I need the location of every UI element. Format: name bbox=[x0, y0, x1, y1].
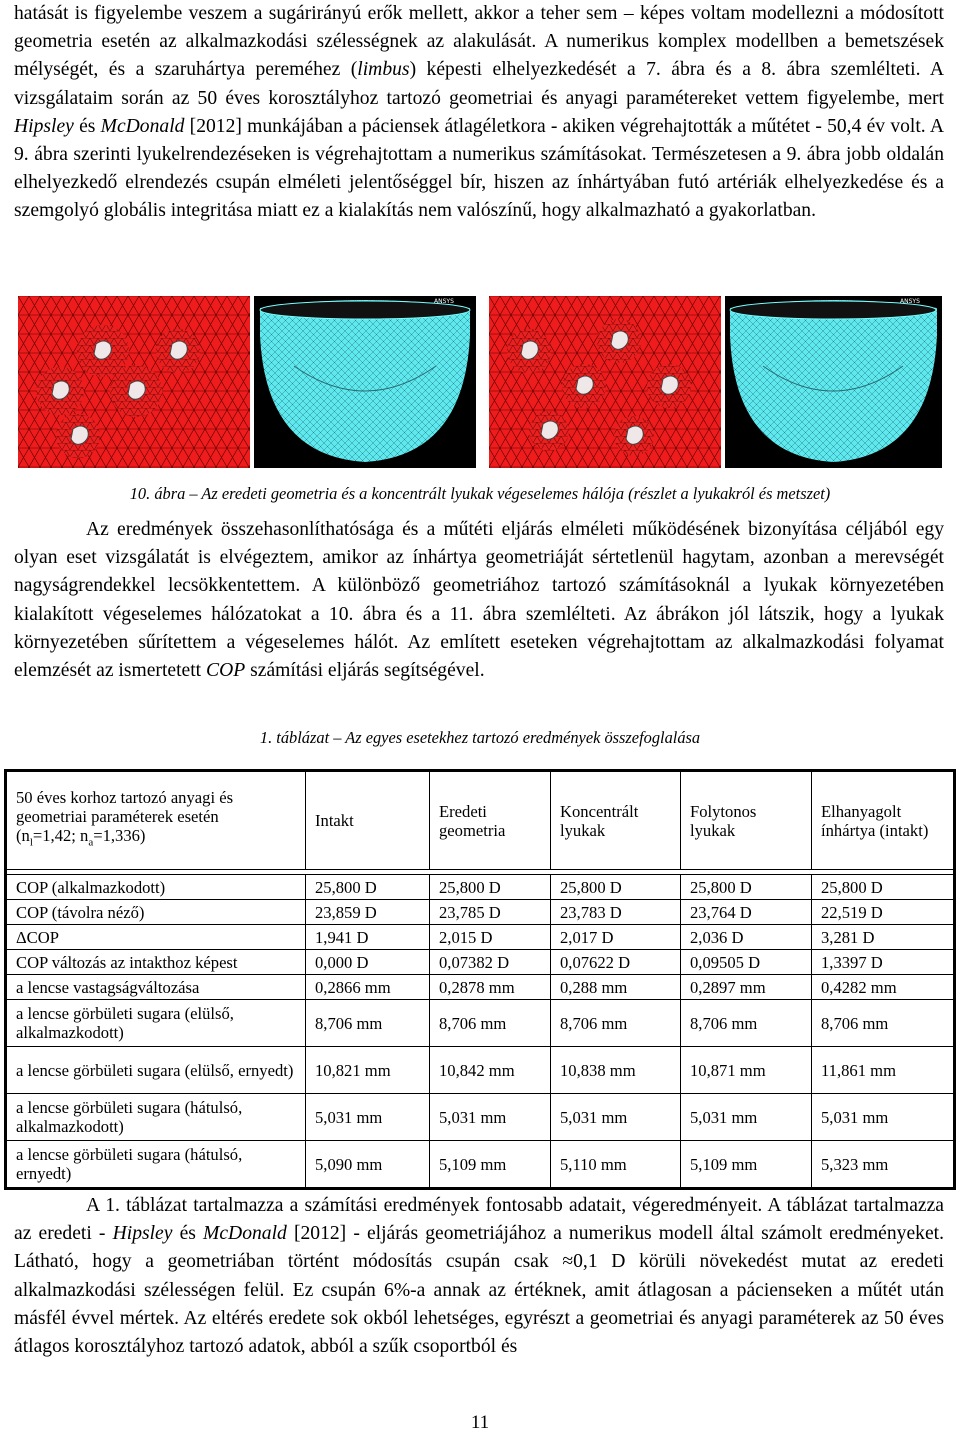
table-cell: 5,090 mm bbox=[306, 1141, 430, 1189]
table-cell: 0,2878 mm bbox=[430, 975, 551, 1000]
italic-term: limbus bbox=[357, 59, 410, 81]
table-cell: 0,000 D bbox=[306, 950, 430, 975]
table-cell: 25,800 D bbox=[551, 875, 681, 900]
table-row bbox=[6, 1047, 955, 1094]
table-cell: 2,017 D bbox=[551, 925, 681, 950]
table-row bbox=[6, 975, 955, 1000]
row-label: a lencse görbületi sugara (elülső, alkalmazkodott) bbox=[6, 1000, 306, 1047]
mesh-detail-image-right bbox=[489, 296, 721, 468]
table-cell: 25,800 D bbox=[812, 875, 955, 900]
italic-term: COP bbox=[206, 660, 246, 682]
corner-text: (n bbox=[16, 826, 30, 846]
table-cell: 23,785 D bbox=[430, 900, 551, 925]
mesh-detail-image-left bbox=[18, 296, 250, 468]
row-label: a lencse görbületi sugara (hátulsó, alkalmazkodott) bbox=[6, 1094, 306, 1141]
table-cell: 5,323 mm bbox=[812, 1141, 955, 1189]
table-cell: 11,861 mm bbox=[812, 1047, 955, 1094]
subscript: l bbox=[29, 836, 33, 849]
text-span: hatását is figyelembe veszem a sugárirányú erők mellett, akkor a teher sem – képes voltam modellezni a módosított geometria esetén az alkalmazkodási szélességnek az alakulását. A numerikus komplex modellben a bemetszések mélységét, és a szaruhártya pereméhez ( bbox=[14, 3, 944, 81]
row-label: COP (távolra néző) bbox=[6, 900, 306, 925]
table-caption: 1. táblázat – Az egyes esetekhez tartozó eredmények összefoglalása bbox=[259, 728, 701, 747]
table-cell: 1,3397 D bbox=[812, 950, 955, 975]
row-label: a lencse vastagságváltozása bbox=[6, 975, 306, 1000]
table-row bbox=[6, 925, 955, 950]
text-span: Az eredmények összehasonlíthatósága és a műtéti eljárás elméleti működésének bizonyítása céljából egy olyan eset vizsgálatát is elvégeztem, amikor az ínhártya geometriáját sértetlenül hagytam, azonban a merevségét nagyságrendekkel lecsökkentettem. A különböző geometriához tartozó számításoknál a lyukak környezetében kialakított végeselemes hálózatokat a 10. ábra és a 11. ábra szemlélteti. Az ábrákon jól látszik, hogy a lyukak környezetében sűrítettem a végeselemes hálót. Az említett eseteken végrehajtottam az alkalmazkodási folyamat elemzését az ismertetett bbox=[14, 519, 944, 682]
mesh-section-image-1 bbox=[254, 296, 476, 468]
table-cell: 5,031 mm bbox=[812, 1094, 955, 1141]
text-span: ) képesti elhelyezkedését a 7. ábra és a 8. ábra szemlélteti. A vizsgálataim során az 50 éves korosztályhoz tartozó geometriai és anyagi paramétereket vettem figyelembe, mert bbox=[14, 59, 944, 109]
author-name: Hipsley bbox=[14, 115, 74, 137]
table-cell: 23,764 D bbox=[681, 900, 812, 925]
row-label: a lencse görbületi sugara (elülső, ernyedt) bbox=[6, 1047, 306, 1094]
row-label: COP (alkalmazkodott) bbox=[6, 875, 306, 900]
column-header: Koncentrált lyukak bbox=[551, 771, 681, 870]
table-corner-cell bbox=[6, 771, 306, 870]
table-cell: 8,706 mm bbox=[812, 1000, 955, 1047]
paragraph-3 bbox=[14, 1192, 944, 1361]
table-cell: 5,031 mm bbox=[681, 1094, 812, 1141]
table-cell: 25,800 D bbox=[306, 875, 430, 900]
subscript: a bbox=[88, 836, 94, 849]
row-label: a lencse görbületi sugara (hátulsó, ernyedt) bbox=[6, 1141, 306, 1189]
table-cell: 10,838 mm bbox=[551, 1047, 681, 1094]
table-cell: 5,031 mm bbox=[551, 1094, 681, 1141]
table-cell: 25,800 D bbox=[430, 875, 551, 900]
text-span: A 1. táblázat tartalmazza a számítási eredmények fontosabb adatait, végeredményeit. A táblázat tartalmazza az eredeti - bbox=[14, 1195, 944, 1245]
table-cell: 5,109 mm bbox=[681, 1141, 812, 1189]
text-span: [2012] munkájában a páciensek átlagéletkora - akiken végrehajtották a műtétet - 50,4 év volt. A 9. ábra szerinti lyukelrendezéseken is végrehajtottam a numerikus számításokat. Természetesen a 9. ábra jobb oldalán elhelyezkedő elrendezés csupán elméleti jelentőséggel bír, hiszen az ínhártyában futó artériák elhelyezkedése és a szemgolyó globális integritása miatt ez a kialakítás nem valószínű, hogy alkalmazható a gyakorlatban. bbox=[14, 115, 944, 222]
table-cell: 2,015 D bbox=[430, 925, 551, 950]
author-name: McDonald bbox=[203, 1223, 287, 1245]
table-cell: 23,783 D bbox=[551, 900, 681, 925]
figure-caption: 10. ábra – Az eredeti geometria és a koncentrált lyukak végeselemes hálója (részlet a lyukakról és metszet) bbox=[129, 484, 831, 503]
table-cell: 5,031 mm bbox=[306, 1094, 430, 1141]
ansys-logo: ANSYS bbox=[434, 298, 454, 305]
ansys-logo: ANSYS bbox=[900, 298, 920, 305]
table-cell: 22,519 D bbox=[812, 900, 955, 925]
row-label: ΔCOP bbox=[6, 925, 306, 950]
table-cell: 8,706 mm bbox=[430, 1000, 551, 1047]
table-cell: 1,941 D bbox=[306, 925, 430, 950]
table-cell: 23,859 D bbox=[306, 900, 430, 925]
table-cell: 8,706 mm bbox=[551, 1000, 681, 1047]
table-cell: 0,2897 mm bbox=[681, 975, 812, 1000]
corner-text: 50 éves korhoz tartozó anyagi és geometriai paraméterek esetén bbox=[16, 788, 234, 827]
table-row bbox=[6, 950, 955, 975]
table-row bbox=[6, 1094, 955, 1141]
table-cell: 5,109 mm bbox=[430, 1141, 551, 1189]
table-cell: 0,288 mm bbox=[551, 975, 681, 1000]
table-cell: 8,706 mm bbox=[306, 1000, 430, 1047]
table-header-row bbox=[6, 771, 955, 870]
paragraph-1 bbox=[14, 0, 944, 226]
paragraph-2 bbox=[14, 516, 944, 685]
table-cell: 0,07382 D bbox=[430, 950, 551, 975]
column-header: Elhanyagolt ínhártya (intakt) bbox=[812, 771, 955, 870]
table-cell: 5,110 mm bbox=[551, 1141, 681, 1189]
table-cell: 0,07622 D bbox=[551, 950, 681, 975]
table-cell: 10,871 mm bbox=[681, 1047, 812, 1094]
table-cell: 25,800 D bbox=[681, 875, 812, 900]
table-cell: 8,706 mm bbox=[681, 1000, 812, 1047]
column-header: Folytonos lyukak bbox=[681, 771, 812, 870]
column-header: Intakt bbox=[306, 771, 430, 870]
column-header: Eredeti geometria bbox=[430, 771, 551, 870]
table-cell: 2,036 D bbox=[681, 925, 812, 950]
figure-10-images bbox=[18, 296, 942, 468]
table-cell: 0,4282 mm bbox=[812, 975, 955, 1000]
table-cell: 5,031 mm bbox=[430, 1094, 551, 1141]
table-cell: 3,281 D bbox=[812, 925, 955, 950]
table-row bbox=[6, 875, 955, 900]
author-name: McDonald bbox=[100, 115, 185, 137]
author-name: Hipsley bbox=[112, 1223, 173, 1245]
table-cell: 0,09505 D bbox=[681, 950, 812, 975]
table-cell: 10,821 mm bbox=[306, 1047, 430, 1094]
row-label: COP változás az intakthoz képest bbox=[6, 950, 306, 975]
results-table bbox=[4, 769, 956, 1190]
text-span: számítási eljárás segítségével. bbox=[245, 660, 485, 682]
text-span: és bbox=[172, 1223, 204, 1245]
table-row bbox=[6, 1000, 955, 1047]
table-row bbox=[6, 1141, 955, 1189]
corner-text: =1,336) bbox=[93, 826, 146, 846]
table-row bbox=[6, 900, 955, 925]
corner-text: =1,42; n bbox=[32, 826, 89, 846]
text-span: [2012] - eljárás geometriájához a numerikus modell által számolt eredményeket. Látható, hogy a geometriában történt módosítás csupán csak ≈0,1 D körüli növekedést mutat az eredeti alkalmazkodási szélességen felül. Ez csupán 6%-a annak az értéknek, amit átlagosan a pácienseken a műtét után másfél évvel mértek. Az eltérés eredete sok okból lehetséges, egyrészt a geometriai és anyagi paraméterek az 50 éves átlagos korosztályhoz tartozó adatok, abból a szűk csoportból és bbox=[14, 1223, 945, 1358]
page-number: 11 bbox=[470, 1412, 490, 1433]
mesh-section-image-2 bbox=[725, 296, 942, 468]
table-cell: 0,2866 mm bbox=[306, 975, 430, 1000]
table-cell: 10,842 mm bbox=[430, 1047, 551, 1094]
text-span: és bbox=[73, 115, 101, 137]
